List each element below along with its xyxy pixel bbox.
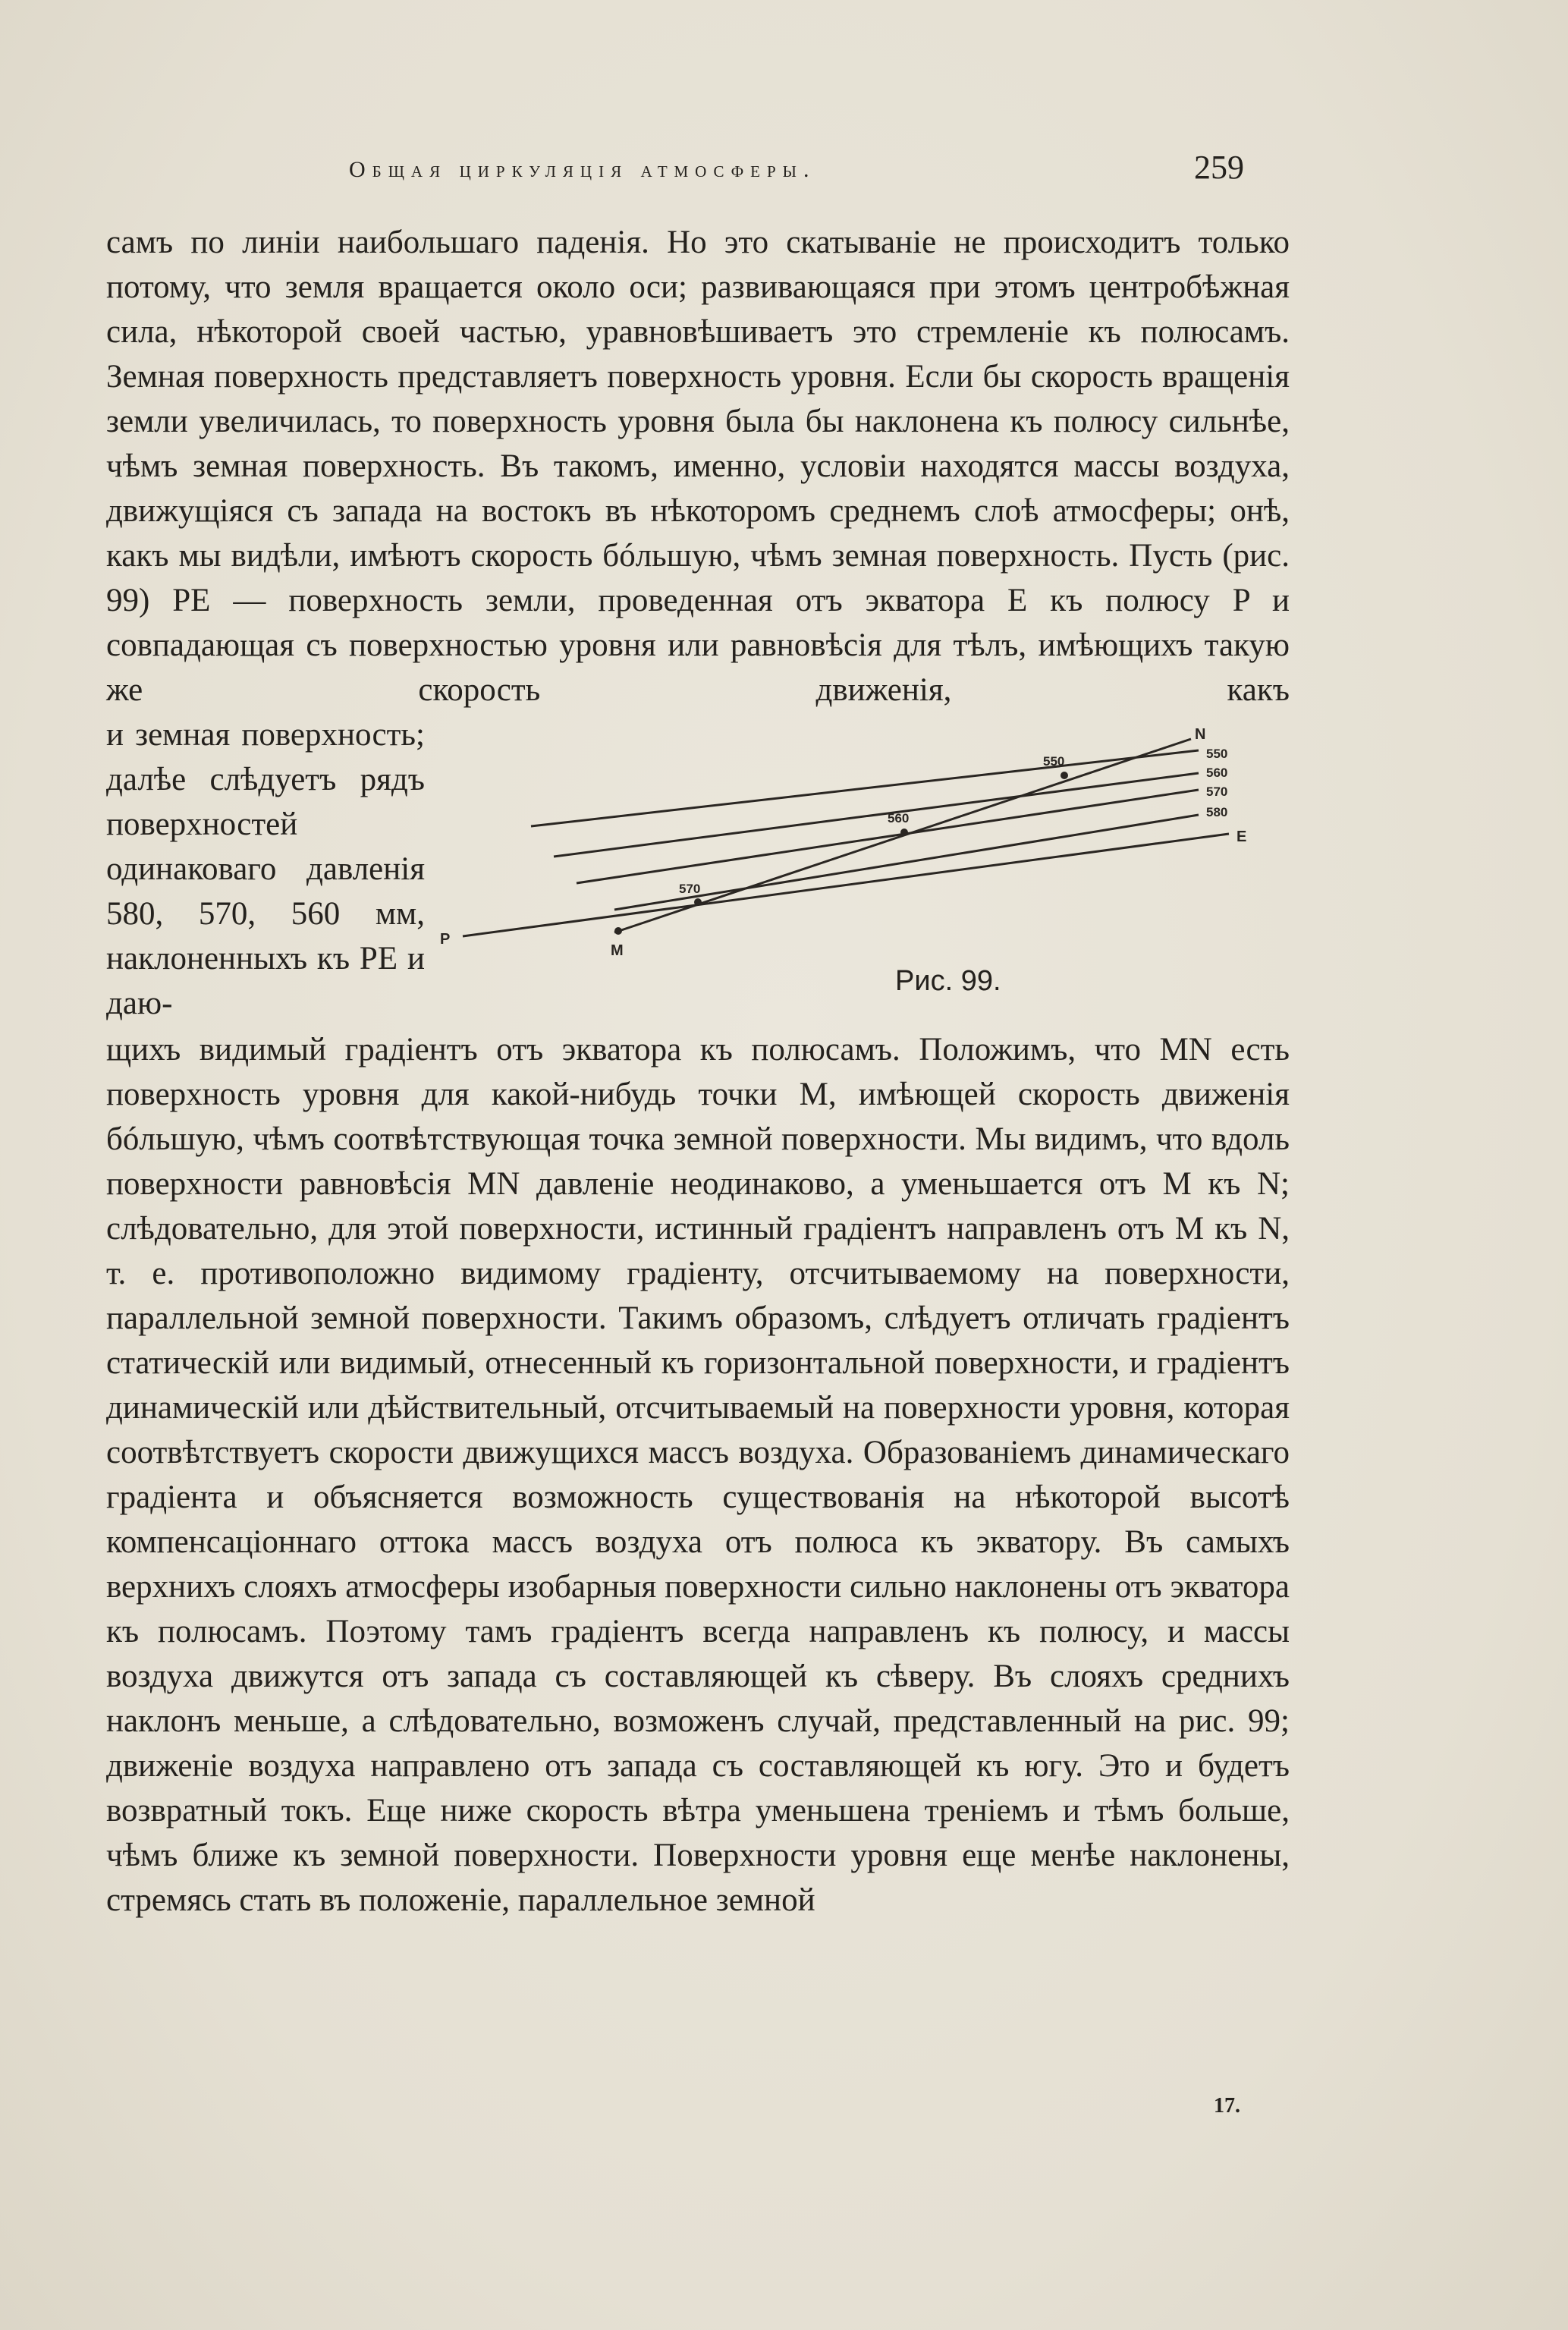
isobar-580: [614, 815, 1199, 910]
figure-diagram: [440, 728, 1290, 955]
label-560: 560: [1206, 766, 1228, 780]
label-570: 570: [1206, 785, 1228, 799]
label-550: 550: [1206, 747, 1228, 761]
page-header: [106, 148, 1290, 193]
point-560: [900, 829, 908, 836]
point-570: [694, 898, 702, 906]
point-label-550: 550: [1043, 754, 1065, 769]
running-head: Общая циркуляція атмосферы.: [349, 157, 816, 182]
point-label-570: 570: [679, 882, 701, 896]
figure-block: [106, 712, 1290, 1027]
figure-99: [440, 728, 1290, 1031]
isobar-550: [531, 750, 1199, 826]
figure-caption: Рис. 99.: [895, 965, 1001, 997]
point-550: [1061, 772, 1068, 779]
paragraph-2: щихъ видимый градіентъ отъ экватора къ полюсамъ. Положимъ, что MN есть поверхность уровня для какой-нибудь точки M, имѣющей скорость движенія бóльшую, чѣмъ соотвѣтствующая точка земной поверхности. Мы видимъ, что вдоль поверхности равновѣсія MN давленіе неодинаково, а уменьшается отъ M къ N; слѣдовательно, для этой поверхности, истинный градіентъ направленъ отъ M къ N, т. е. противоположно видимому градіенту, отсчитываемому на поверхности, параллельной земной поверхности. Такимъ образомъ, слѣдуетъ отличать градіентъ статическій или видимый, отнесенный къ горизонтальной поверхности, и градіентъ динамическій или дѣйствительный, отсчитываемый на поверхности уровня, которая соотвѣтствуетъ скорости движущихся массъ воздуха. Образованіемъ динамическаго градіента и объясняется возможность существованія на нѣкоторой высотѣ компенсаціоннаго оттока массъ воздуха отъ полюса къ экватору. Въ самыхъ верхнихъ слояхъ атмосферы изобарныя поверхности сильно наклонены отъ экватора къ полюсамъ. Поэтому тамъ градіентъ всегда направленъ къ полюсу, и массы воздуха движутся отъ запада съ составляющей къ сѣверу. Въ слояхъ среднихъ наклонъ меньше, а слѣдовательно, возможенъ случай, представленный на рис. 99; движеніе воздуха направлено отъ запада съ составляющей къ югу. Это и будетъ возвратный токъ. Еще ниже скорость вѣтра уменьшена треніемъ и тѣмъ больше, чѣмъ ближе къ земной поверхности. Поверхности уровня еще менѣе наклонены, стремясь стать въ положеніе, параллельное земной: [106, 1032, 1290, 1918]
label-p: P: [440, 931, 451, 948]
line-pe: [463, 834, 1229, 936]
point-label-560: 560: [888, 811, 910, 825]
point-m: [614, 927, 622, 935]
label-n: N: [1195, 728, 1206, 743]
paragraph-1: самъ по линіи наибольшаго паденія. Но это скатываніе не происходитъ только потому, что земля вращается около оси; развивающаяся при этомъ центробѣжная сила, нѣкоторой своей частью, уравновѣшиваетъ это стремленіе къ полюсамъ. Земная поверхность представляетъ поверхность уровня. Если бы скорость вращенія земли увеличилась, то поверхность уровня была бы наклонена къ полюсу сильнѣе, чѣмъ земная поверхность. Въ такомъ, именно, условіи находятся массы воздуха, движущіяся съ запада на востокъ въ нѣкоторомъ среднемъ слоѣ атмосферы; онѣ, какъ мы видѣли, имѣютъ скорость бóльшую, чѣмъ земная поверхность. Пусть (рис. 99) PE — поверхность земли, проведенная отъ экватора E къ полюсу P и совпадающая съ поверхностью уровня или равновѣсія для тѣлъ, имѣющихъ такую же скорость движенія, какъ: [106, 225, 1290, 708]
wrap-text: и земная поверхность; далѣе слѣдуетъ рядъ поверхностей одинаковаго давленія 580, 570, 560 мм, наклоненныхъ къ PE и даю-: [106, 717, 425, 1021]
label-580: 580: [1206, 805, 1228, 819]
label-e: E: [1236, 829, 1247, 845]
label-m: M: [611, 942, 624, 955]
isobar-570: [577, 790, 1199, 883]
page-number: 259: [1194, 149, 1244, 186]
body-text: [106, 220, 1290, 1923]
signature-mark: 17.: [1214, 2094, 1240, 2118]
